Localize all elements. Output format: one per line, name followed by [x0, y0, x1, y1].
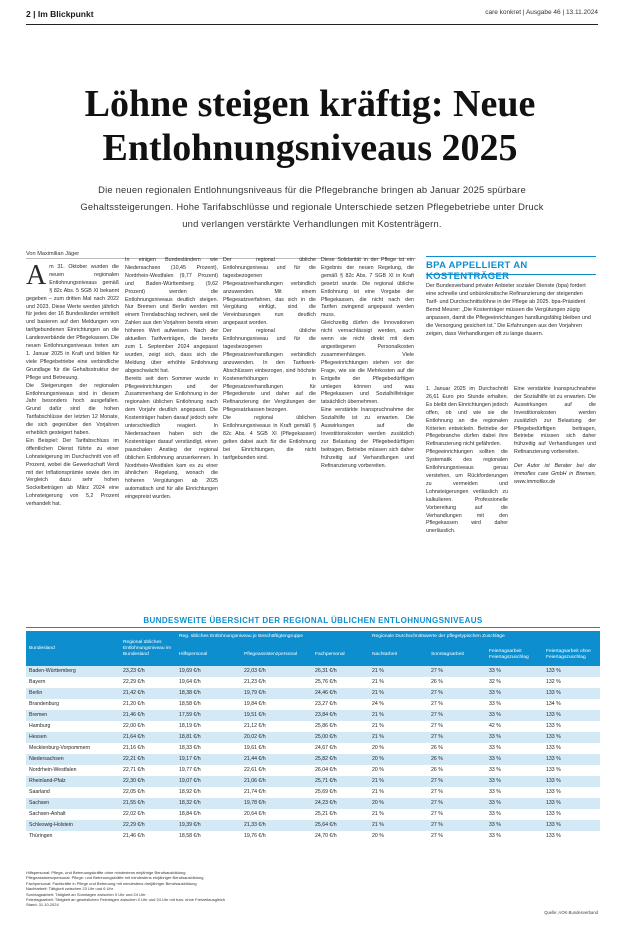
table-cell: 21 % [369, 776, 428, 787]
table-source: Quelle: AOK-Bundesverband [544, 910, 598, 915]
table-cell: 18,58 €/h [176, 831, 241, 842]
article-paragraph: Diese Solidarität in der Pflege ist ein Ergebnis der neuen Regelung, die gemäß § 82c Abs. 7 SGB XI in Kraft gesetzt wurde. Die regional übliche Entlohnung ist eine Vorgabe der Pflegekassen, die nicht nach den Tarifen zwingend angepasst werden muss. [321, 257, 414, 319]
article-paragraph: Ein Beispiel: Der Tarifabschluss im öffentlichen Dienst führte zu einer Lohnsteigerung im Durchschnitt von elf Prozent, wobei die Gewerkschaft Verdi mit der Inflationsprämie sowie den im Vergleich dazu sehr hohen Sockelbeträgen ab März 2024 eine Lohnsteigerung von 5,2 Prozent verhandelt hat. [26, 437, 119, 508]
table-cell: 21,55 €/h [120, 798, 176, 809]
article-column-3 [223, 257, 316, 604]
table-cell-bundesland: Sachsen [26, 798, 120, 809]
table-cell: 19,69 €/h [176, 666, 241, 677]
article-paragraph: Eine verstärkte Inanspruchnahme der Sozialhilfe ist zu erwarten. Die Auswirkungen auf die Investitionskosten werden zusätzlich zur Belastung der Pflegebedürftigen beitragen, Betriebe müssen sich daher frühzeitig auf Verhandlungen und Refinanzierung vorbereiten. [514, 386, 596, 456]
table-cell: 20,02 €/h [241, 732, 312, 743]
table-cell: 133 % [543, 688, 600, 699]
table-cell: 19,84 €/h [241, 699, 312, 710]
table-cell: 20 % [369, 831, 428, 842]
section-label: 2 | Im Blickpunkt [26, 9, 94, 19]
table-cell: 21,42 €/h [120, 688, 176, 699]
sidebar-top-rule [426, 256, 596, 257]
article-paragraph: Pflegeeinrichtungen sollten die Systematik des regionalen Entlohnungsniveaus genau verstehen, um Rückforderungen zu vermeiden und Lohnsteigerungen verlässlich zu kalkulieren. Professionelle Vorbereitung auf die Verhandlungen mit den Pflegekassen wird daher unerlässlich. [426, 449, 508, 535]
sidebar-title-rule [426, 274, 596, 275]
column-header: Hilfspersonal [176, 643, 241, 666]
header-rule [26, 24, 598, 25]
table-cell: 27 % [428, 721, 486, 732]
sidebar-title: BPA APPELLIERT AN KOSTENTRÄGER [426, 260, 528, 282]
table-cell: 33 % [486, 699, 543, 710]
table-footnotes [26, 870, 456, 908]
footnote-line: Sonntagsarbeit: Tätigkeit an Sonntagen zwischen 0 Uhr und 24 Uhr [26, 891, 146, 897]
table-row [26, 809, 600, 820]
table-cell: 133 % [543, 831, 600, 842]
table-cell: 27 % [428, 699, 486, 710]
table-cell: 33 % [486, 710, 543, 721]
table-cell: 21,16 €/h [120, 743, 176, 754]
table-cell: 21,46 €/h [120, 831, 176, 842]
table-cell: 20,64 €/h [241, 809, 312, 820]
table-cell: 21 % [369, 721, 428, 732]
table-row [26, 787, 600, 798]
article-paragraph: Der regional übliche Entlohnungsniveau und für die tagesbezogenen Pflegesatzverhandlungen verbindlich anzuwenden. In den Tarifwerk-Abschlüssen einbezogen, sind höchste Kostenerhöhungen in Pflegesatzverhandlungen für Pflegedienste und daher auf die Refinanzierung der Vergütungen der Pflegesatzkassen bezogen. [223, 328, 316, 414]
group-header-wage: Reg. übliches Entlohnungsniveau je Beschäftigtengruppe [176, 631, 369, 643]
page-header [26, 9, 598, 23]
table-cell: 21 % [369, 677, 428, 688]
table-cell-bundesland: Schleswig-Holstein [26, 820, 120, 831]
table-cell: 27 % [428, 666, 486, 677]
table-cell: 21,64 €/h [120, 732, 176, 743]
table-cell: 27 % [428, 798, 486, 809]
table-cell: 33 % [486, 666, 543, 677]
table-cell: 18,19 €/h [176, 721, 241, 732]
table-cell: 23,23 €/h [120, 666, 176, 677]
table-cell: 19,79 €/h [241, 688, 312, 699]
table-cell: 133 % [543, 820, 600, 831]
footnote-line: Nachtarbeit: Tätigkeit zwischen 23 Uhr und 6 Uhr [26, 886, 114, 892]
article-paragraph: Der regional übliche Entlohnungsniveau und für die tagesbezogenen Pflegesatzverhandlungen verbindlich anzuwenden. Mit einem Pflegesatzverfahren, das sich in die Vergütung einfügt, sind die Vereinbarungen nun deutlich angepasst worden. [223, 257, 316, 327]
author-note: Der Autor ist Berater bei der Immoflex care GmbH in Bremen, www.immoflex.de [514, 463, 596, 485]
table-cell: 21,46 €/h [120, 710, 176, 721]
headline-line-2: Entlohnungsniveaus 2025 [102, 127, 518, 169]
table-cell: 33 % [486, 776, 543, 787]
article-column-5 [426, 386, 508, 608]
table-cell: 24,67 €/h [312, 743, 369, 754]
table-cell: 24,46 €/h [312, 688, 369, 699]
table-cell: 21 % [369, 787, 428, 798]
headline-line-1: Löhne steigen kräftig: Neue [84, 83, 536, 125]
table-cell: 18,58 €/h [176, 699, 241, 710]
table-cell: 18,33 €/h [176, 743, 241, 754]
table-cell: 26,31 €/h [312, 666, 369, 677]
table-row [26, 765, 600, 776]
article-column-4 [321, 257, 414, 604]
sidebar-box-text: Der Bundesverband privater Anbieter sozialer Dienste (bpa) fordert eine schnelle und unbürokratische Refinanzierung der steigenden Tarif- und Durchschnittslöhne in der Pflege ab 2025. bpa-Präsident Bernd Meurer: „Die Kostenträger müssen die Vergütungen zügig anpassen, damit die Pflegeeinrichtungen handlungsfähig bleiben und die Versorgung gesichert ist.“ Die Erfahrungen aus den Vorjahren zeigen, dass Verhandlungen oft zu lange dauern. [426, 283, 591, 337]
table-cell: 19,07 €/h [176, 776, 241, 787]
table-cell-bundesland: Hessen [26, 732, 120, 743]
table-row [26, 831, 600, 842]
table-cell: 17,59 €/h [176, 710, 241, 721]
table-cell: 25,00 €/h [312, 732, 369, 743]
table-group-header-row [26, 631, 600, 643]
table-cell: 18,81 €/h [176, 732, 241, 743]
table-cell: 27 % [428, 831, 486, 842]
table-cell: 132 % [543, 677, 600, 688]
table-cell: 33 % [486, 809, 543, 820]
headline [40, 82, 580, 170]
table-cell-bundesland: Berlin [26, 688, 120, 699]
table-cell: 19,76 €/h [241, 831, 312, 842]
table-cell: 22,02 €/h [120, 809, 176, 820]
table-cell-bundesland: Saarland [26, 787, 120, 798]
table-row [26, 754, 600, 765]
table-cell: 22,29 €/h [120, 677, 176, 688]
table-cell: 18,38 €/h [176, 688, 241, 699]
table-row [26, 732, 600, 743]
table-cell: 133 % [543, 765, 600, 776]
table-cell: 25,82 €/h [312, 754, 369, 765]
table-cell: 19,64 €/h [176, 677, 241, 688]
table-row [26, 677, 600, 688]
table-cell: 24 % [369, 699, 428, 710]
author-byline: Von Maximilian Jäger [26, 251, 80, 257]
table-cell: 25,21 €/h [312, 809, 369, 820]
table-cell: 19,17 €/h [176, 754, 241, 765]
table-cell: 33 % [486, 798, 543, 809]
table-cell: 134 % [543, 699, 600, 710]
table-cell: 133 % [543, 710, 600, 721]
footnote-line: Feiertagsarbeit: Tätigkeit an gesetzlichen Feiertagen zwischen 0 Uhr und 24 Uhr mit bzw. ohne Freizeitausgleich [26, 897, 226, 903]
table-cell: 24,23 €/h [312, 798, 369, 809]
table-cell: 25,71 €/h [312, 776, 369, 787]
table-cell-bundesland: Thüringen [26, 831, 120, 842]
table-cell: 21,06 €/h [241, 776, 312, 787]
table-cell: 25,69 €/h [312, 787, 369, 798]
footnote-line: Stand: 31.10.2024 [26, 902, 59, 908]
table-cell: 27 % [428, 688, 486, 699]
table-cell: 19,77 €/h [176, 765, 241, 776]
table-cell: 33 % [486, 820, 543, 831]
table-cell: 27 % [428, 710, 486, 721]
article-paragraph: Am 31. Oktober wurden die neuen regionalen Entlohnungsniveaus gemäß § 82c Abs. 5 SGB XI bekannt gegeben – zum dritten Mal nach 2022 und 2023. Diese Werte werden jährlich für jedes der 16 Bundesländer ermittelt und basieren auf den Meldungen von tarifgebundenen Einrichtungen an die Landesverbände der Pflegekassen. Die neuen Entlohnungsniveaus treten am 1. Januar 2025 in Kraft und bilden für viele Pflegebetriebe eine verbindliche Grundlage für die Gehaltsstruktur der Pflege und Betreuung. [26, 260, 119, 381]
column-header: Bundesland [26, 631, 120, 666]
table-cell: 26 % [428, 677, 486, 688]
table-cell-bundesland: Hamburg [26, 721, 120, 732]
table-row [26, 743, 600, 754]
column-header: Feiertagsarbeit Feiertagszuschlag [486, 643, 543, 666]
table-cell-bundesland: Bayern [26, 677, 120, 688]
article-column-6 [514, 386, 596, 608]
footnote-line: Fachpersonal: Fachkräfte in Pflege und Betreuung mit mindestens dreijähriger Berufsausbildung [26, 880, 197, 886]
table-cell: 26 % [428, 743, 486, 754]
column-header: Sonntagsarbeit [428, 643, 486, 666]
table-body [26, 666, 600, 842]
table-cell: 33 % [486, 688, 543, 699]
table-cell: 21 % [369, 666, 428, 677]
table-cell-bundesland: Nordrhein-Westfalen [26, 765, 120, 776]
table-cell: 33 % [486, 732, 543, 743]
table-cell: 22,61 €/h [241, 765, 312, 776]
table-cell: 18,32 €/h [176, 798, 241, 809]
group-header-surcharge: Regionale Durchschnittswerte der pflegetypischen Zuschläge [369, 631, 600, 643]
table-row [26, 688, 600, 699]
table-cell: 21 % [369, 710, 428, 721]
table-cell: 22,21 €/h [120, 754, 176, 765]
table-cell: 42 % [486, 721, 543, 732]
table-cell: 18,92 €/h [176, 787, 241, 798]
article-column-1 [26, 260, 119, 604]
entlohnung-table [26, 631, 600, 842]
table-row [26, 699, 600, 710]
table-cell: 33 % [486, 754, 543, 765]
table-cell-bundesland: Brandenburg [26, 699, 120, 710]
table-cell: 21 % [369, 732, 428, 743]
table-cell: 133 % [543, 787, 600, 798]
table-cell: 33 % [486, 765, 543, 776]
table-cell: 21,23 €/h [241, 677, 312, 688]
table-cell: 21 % [369, 688, 428, 699]
column-header: Regional übliches Entlohnungsniveau im Bundesland [120, 631, 176, 666]
table-title-rule [26, 627, 600, 628]
article-paragraph: 1. Januar 2025 im Durchschnitt 26,61 Euro pro Stunde erhalten. Es bleibt den Einrichtungen jedoch offen, ob und wie sie die Entlohnung an die regionalen Kriterien entwickeln. Betriebe der Pflegebranche dürfen dabei ihre Refinanzierung nicht gefährden. [426, 386, 508, 448]
article-column-2 [125, 257, 218, 604]
table-cell: 21,20 €/h [120, 699, 176, 710]
table-cell: 19,51 €/h [241, 710, 312, 721]
table-cell: 133 % [543, 743, 600, 754]
table-cell-bundesland: Rheinland-Pfalz [26, 776, 120, 787]
article-paragraph: In einigen Bundesländern wie Niedersachsen (10,45 Prozent), Nordrhein-Westfalen (9,77 Prozent) und Baden-Württemberg (9,62 Prozent) werden die Entlohnungsniveaus deutlich steigen. Nur Bremen und Berlin werden mit einem Trendabschlag rechnen, weil die Zahlen aus den Vorjahren bereits einen höheren Wert aufweisen. Nach der aktuellen Tarifverträgen, die bereits zum 1. September 2024 angepasst wurden, zeigt sich, dass sich die Meldung über erhöhte Entlohnung abgeschwächt hat. [125, 257, 218, 374]
table-cell: 23,84 €/h [312, 710, 369, 721]
table-cell: 21,74 €/h [241, 787, 312, 798]
table-cell-bundesland: Sachsen-Anhalt [26, 809, 120, 820]
drop-cap: A [26, 260, 47, 291]
table-row [26, 710, 600, 721]
table-cell: 32 % [486, 677, 543, 688]
lead-paragraph: Die neuen regionalen Entlohnungsniveaus für die Pflegebranche bringen ab Januar 2025 spürbare Gehaltssteigerungen. Hohe Tarifabschlüsse und regionale Unterschiede setzen Pflegebetriebe unter Druck und verlangen verstärkte Verhandlungen mit Kostenträgern. [80, 184, 544, 229]
table-cell: 22,00 €/h [120, 721, 176, 732]
column-header: Pflegeassistenzpersonal [241, 643, 312, 666]
table-cell-bundesland: Mecklenburg-Vorpommern [26, 743, 120, 754]
table-cell-bundesland: Baden-Württemberg [26, 666, 120, 677]
table-cell: 33 % [486, 787, 543, 798]
table-cell: 27 % [428, 732, 486, 743]
table-cell: 133 % [543, 754, 600, 765]
table-cell: 21,44 €/h [241, 754, 312, 765]
column-header: Fachpersonal [312, 643, 369, 666]
table-cell: 24,70 €/h [312, 831, 369, 842]
table-cell: 27 % [428, 787, 486, 798]
article-paragraph: Gleichzeitig dürfen die Innovationen nicht vernachlässigt werden, auch wenn sie nicht direkt mit dem angestiegenen Personalkosten zusammenhängen. Viele Pflegeeinrichtungen stehen vor der Frage, wie sie die Mehrkosten auf die Entgelte der Pflegebedürftigen umlegen können und was Pflegekassen und Sozialhilfeträger tatsächlich übernehmen. [321, 320, 414, 406]
table-cell: 20 % [369, 754, 428, 765]
table-cell: 20 % [369, 765, 428, 776]
table-cell: 21,12 €/h [241, 721, 312, 732]
table-title: BUNDESWEITE ÜBERSICHT DER REGIONAL ÜBLICHEN ENTLOHNUNGSNIVEAUS [143, 616, 483, 625]
table-cell: 21 % [369, 820, 428, 831]
table-cell: 20 % [369, 798, 428, 809]
table-cell: 18,84 €/h [176, 809, 241, 820]
table-cell: 26 % [428, 754, 486, 765]
table-cell: 133 % [543, 809, 600, 820]
table-row [26, 820, 600, 831]
table-cell: 25,64 €/h [312, 820, 369, 831]
article-paragraph: Die Steigerungen der regionalen Entlohnungsniveaus sind in diesem Jahr besonders hoch ausgefallen. Grund dafür sind die hohen Tarifabschlüsse der letzten 12 Monate, die sich gegenüber den Vorjahren erheblich gesteigert haben. [26, 382, 119, 437]
table-cell: 22,30 €/h [120, 776, 176, 787]
footnote-line: Pflegeassistenzpersonal: Pflege- und Betreuungskräfte mit mindestens einjähriger Berufsausbildung [26, 875, 204, 881]
table-cell: 19,78 €/h [241, 798, 312, 809]
table-cell: 23,27 €/h [312, 699, 369, 710]
issue-info: care konkret | Ausgabe 46 | 13.11.2024 [485, 9, 598, 16]
table-cell: 133 % [543, 732, 600, 743]
article-paragraph: Eine verstärkte Inanspruchnahme der Sozialhilfe ist zu erwarten. Die Auswirkungen auf die Investitionskosten werden zusätzlich zur Belastung der Pflegebedürftigen beitragen, Betriebe müssen sich daher frühzeitig auf Verhandlungen und Refinanzierung vorbereiten. [321, 407, 414, 469]
table-cell: 133 % [543, 776, 600, 787]
article-paragraph: Bereits seit dem Sommer wurde in Pflegeeinrichtungen und der Zusammenhang der Entlohnung in der regionalen üblichen Entlohnung nach dem Vorjahr deutlich angepasst. Die Kostenträger haben darauf jedoch sehr unterschiedlich reagiert. In Niedersachsen haben sich die Kostenträger darauf verständigt, einen pauschalen Anstieg der regional üblichen Entlohnung anzuerkennen. In Nordrhein-Westfalen kam es zu einer ähnlichen Regelung, wonach die höheren Vergütungen ab 2025 automatisch und für alle Einrichtungen eingepreist wurden. [125, 375, 218, 501]
column-header: Feiertagsarbeit ohne Feiertagszuschlag [543, 643, 600, 666]
table-row [26, 798, 600, 809]
footnote-line: Hilfspersonal: Pflege- und Betreuungskräfte ohne mindestens einjährige Berufsausbildung [26, 870, 186, 875]
table-cell: 33 % [486, 831, 543, 842]
table-cell: 25,76 €/h [312, 677, 369, 688]
table-cell: 26,04 €/h [312, 765, 369, 776]
table-row [26, 776, 600, 787]
table-cell: 19,39 €/h [176, 820, 241, 831]
table-cell: 22,71 €/h [120, 765, 176, 776]
table-cell: 21,33 €/h [241, 820, 312, 831]
entlohnung-table-box [26, 613, 600, 877]
table-cell-bundesland: Niedersachsen [26, 754, 120, 765]
table-cell: 25,86 €/h [312, 721, 369, 732]
article-paragraph: Die regional üblichen Entlohnungsniveaus in Kraft gemäß § 82c Abs. 4 SGB XI (Pflegekassen) gelten dabei auch für die Entlohnung bei Einrichtungen, die nicht tarifgebunden sind. [223, 415, 316, 461]
table-cell: 26 % [428, 765, 486, 776]
table-cell: 21 % [369, 809, 428, 820]
table-cell: 33 % [486, 743, 543, 754]
table-cell: 22,05 €/h [120, 787, 176, 798]
table-cell: 133 % [543, 798, 600, 809]
table-cell: 27 % [428, 820, 486, 831]
table-cell: 22,03 €/h [241, 666, 312, 677]
table-row [26, 721, 600, 732]
table-cell: 133 % [543, 721, 600, 732]
table-cell-bundesland: Bremen [26, 710, 120, 721]
table-cell: 19,61 €/h [241, 743, 312, 754]
table-cell: 27 % [428, 809, 486, 820]
table-row [26, 666, 600, 677]
table-cell: 27 % [428, 776, 486, 787]
table-cell: 20 % [369, 743, 428, 754]
table-cell: 133 % [543, 666, 600, 677]
table-cell: 22,29 €/h [120, 820, 176, 831]
column-header: Nachtarbeit [369, 643, 428, 666]
